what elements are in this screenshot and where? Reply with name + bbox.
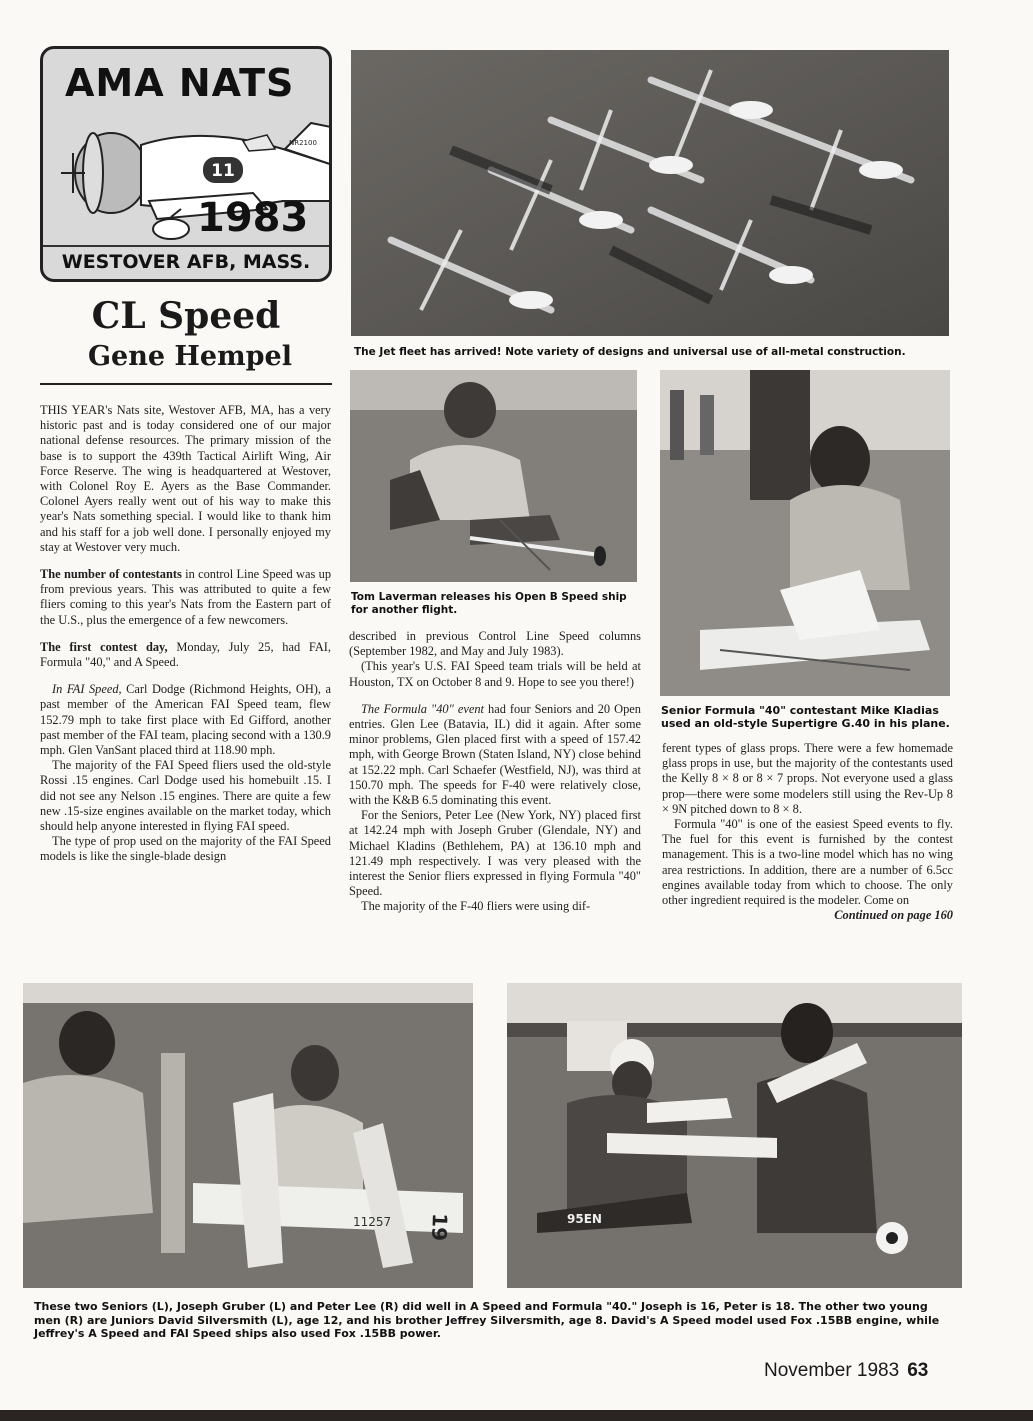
- photo-jet-fleet: [351, 50, 949, 336]
- logo-year: 1983: [197, 195, 309, 241]
- col1-paragraph-5: The majority of the FAI Speed fliers used the old-style Rossi .15 engines. Carl Dodge used his homebuilt .15. I did not see any Nelson .15 engines. There are quite a few new .15-size engines available on the market today, which should help anyone interested in flying FAI speed.: [40, 758, 331, 834]
- issue-date: November 1983: [764, 1360, 900, 1381]
- plane-body-number-left: 11257: [353, 1215, 392, 1229]
- caption-jet-fleet: The Jet fleet has arrived! Note variety of designs and universal use of all-metal construction.: [354, 346, 906, 358]
- col2-paragraph-5: The majority of the F-40 fliers were using dif-: [361, 899, 591, 914]
- col1-paragraph-1: THIS YEAR's Nats site, Westover AFB, MA, has a very historic past and is today considered one of our major national defense resources. The primary mission of the base is to support the 439th Tactical Airlift Wing, Air Force Reserve. The wing is headquartered at Westover, with Colonel Roy E. Ayers as the Base Commander. Colonel Ayers really went out of his way to make this year's Nats something special. I would like to thank him and his staff for a job well done. I personally enjoyed my stay at Westover very much.: [40, 403, 331, 554]
- col2-p3-text: had four Seniors and 20 Open entries. Glen Lee (Batavia, IL) did it again. After some minor problems, Glen placed first with a speed of 157.42 mph, with George Brown (Staten Island, NY) close behind at 152.22 mph. Carl Schaefer (Westfield, NJ), was third at 150.70 mph. The speeds for F-40 were relatively close, with the K&B 6.5 dominating this event.: [349, 701, 641, 808]
- col1-p3-lead: The first contest day,: [40, 639, 168, 654]
- continued-note: [662, 908, 953, 923]
- article-author: Gene Hempel: [87, 341, 292, 372]
- logo-location: WESTOVER AFB, MASS.: [43, 245, 329, 273]
- plane-number: 11: [211, 161, 235, 181]
- plane-registration: NR2100: [289, 139, 317, 147]
- photo-mike-kladias: [660, 370, 950, 696]
- photo-juniors: [507, 983, 962, 1288]
- col3-paragraph-1: ferent types of glass props. There were a few homemade glass props in use, but the majority of the contestants used the Kelly 8 × 8 or 8 × 7 props. Not everyone used a glass prop—there were some modelers still using the Rev-Up 8 × 9N pitched down to 8 × 8.: [662, 741, 953, 816]
- col1-paragraph-3: [40, 640, 331, 670]
- ama-nats-logo: [40, 46, 332, 282]
- article-title: CL Speed: [91, 295, 281, 337]
- column-1: [40, 403, 331, 865]
- column-2: [349, 629, 641, 915]
- photo-seniors: [23, 983, 473, 1288]
- col2-paragraph-4: For the Seniors, Peter Lee (New York, NY) placed first at 142.24 mph with Joseph Gruber (Glendale, NY) and Michael Kladins (Bethlehem, PA) at 136.10 mph and 121.49 mph respectively. I was very pleased with the interest the Senior fliers expressed in flying Formula "40" Speed.: [349, 808, 641, 899]
- logo-title: AMA NATS: [65, 61, 295, 105]
- continued-link: Continued on page 160: [834, 908, 953, 923]
- page-footer: [764, 1360, 928, 1382]
- col1-paragraph-4: [40, 682, 331, 758]
- photo-tom-laverman: [350, 370, 637, 582]
- plane-body-number-right: 95EN: [567, 1212, 602, 1226]
- col1-p2-lead: The number of contestants: [40, 567, 182, 582]
- col1-p4-text: Carl Dodge (Richmond Heights, OH), a past member of the American FAI Speed team, flew 152.79 mph to take first place with Ed Gifford, another past member of the FAI team, placing second with a 130.9 mph. Glen VanSant placed third at 118.90 mph.: [40, 682, 331, 758]
- col2-paragraph-2: (This year's U.S. FAI Speed team trials will be held at Houston, TX on October 8 and 9. Hope to see you there!): [349, 659, 641, 689]
- title-divider: [40, 383, 332, 385]
- plane-tail-number-left: 19: [427, 1212, 452, 1242]
- col2-p3-lead: The Formula "40" event: [361, 701, 484, 716]
- col3-paragraph-2: Formula "40" is one of the easiest Speed events to fly. The fuel for this event is furnished by the contest management. This is a two-line model which has no wing area restrictions. In addition, there are a number of 6.5cc engines available today from which to choose. The only other ingredient required is the modeler. Come on: [662, 817, 953, 908]
- col1-p4-lead: In FAI Speed,: [52, 682, 122, 697]
- col1-paragraph-6: The type of prop used on the majority of the FAI Speed models is like the single-blade design: [40, 834, 331, 864]
- page-number: 63: [907, 1360, 929, 1381]
- caption-seniors-juniors: These two Seniors (L), Joseph Gruber (L) and Peter Lee (R) did well in A Speed and Formula "40." Joseph is 16, Peter is 18. The other two young men (R) are Juniors David Silversmith (L), age 12, and his brother Jeffrey Silversmith, age 8. David's A Speed model used Fox .15BB engine, while Jeffrey's A Speed and FAI Speed ships also used Fox .15BB power.: [34, 1300, 940, 1340]
- caption-laverman: Tom Laverman releases his Open B Speed ship for another flight.: [351, 591, 627, 616]
- caption-kladias: Senior Formula "40" contestant Mike Kladias used an old-style Supertigre G.40 in his plane.: [661, 704, 950, 730]
- col2-paragraph-1: described in previous Control Line Speed columns (September 1982, and May and July 1983).: [349, 629, 641, 659]
- col1-p3-text: Monday, July 25, had FAI, Formula "40," and A Speed.: [40, 639, 331, 670]
- page-edge: [0, 1410, 1033, 1421]
- col1-p2-text: in control Line Speed was up from previous years. This was attributed to quite a few fliers coming to this year's Nats from the Eastern part of the U.S., plus the emergence of a few newcomers.: [40, 567, 332, 627]
- column-3: [662, 741, 953, 923]
- col2-paragraph-3: [349, 702, 641, 808]
- col1-paragraph-2: [40, 567, 331, 628]
